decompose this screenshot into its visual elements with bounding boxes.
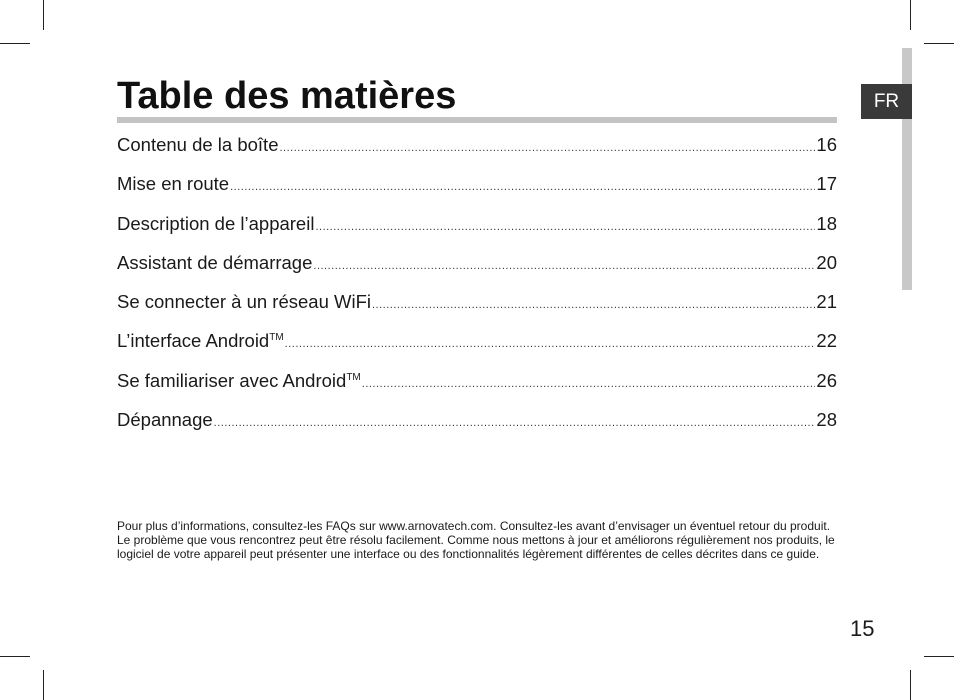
- toc-entry-page: 22: [816, 330, 837, 352]
- toc-entry[interactable]: [117, 130, 837, 169]
- toc-entry[interactable]: [117, 209, 837, 248]
- toc-entry-label: Dépannage: [117, 409, 213, 431]
- toc-entry-page: 18: [816, 212, 837, 234]
- toc-dot-leader: [313, 251, 815, 281]
- toc-dot-leader: [315, 212, 815, 242]
- toc-entry-page: 21: [816, 291, 837, 313]
- crop-mark: [43, 670, 44, 700]
- language-tab: FR: [861, 84, 912, 119]
- crop-mark: [910, 0, 911, 30]
- page-number: 15: [850, 616, 875, 641]
- toc-entry-page: 20: [816, 251, 837, 273]
- toc-dot-leader: [280, 133, 816, 163]
- crop-mark: [0, 656, 30, 657]
- toc-entry-label: Description de l’appareil: [117, 212, 315, 234]
- toc-entry-label: Assistant de démarrage: [117, 251, 313, 273]
- toc-entry-page: 17: [816, 173, 837, 195]
- toc-entry-label: Mise en route: [117, 173, 230, 195]
- toc-entry[interactable]: [117, 326, 837, 365]
- toc-entry[interactable]: [117, 287, 837, 326]
- toc-entry-label: Se familiariser avec Android™: [117, 369, 361, 391]
- crop-mark: [910, 670, 911, 700]
- toc-entry-page: 26: [816, 369, 837, 391]
- toc-entry[interactable]: [117, 405, 837, 444]
- crop-mark: [0, 43, 30, 44]
- toc-dot-leader: [285, 329, 816, 359]
- crop-mark: [924, 43, 954, 44]
- toc-entry-label: L’interface Android™: [117, 330, 284, 352]
- page-title: Table des matières: [117, 75, 457, 117]
- toc-entry[interactable]: [117, 248, 837, 287]
- crop-mark: [43, 0, 44, 30]
- title-underline: [117, 117, 837, 123]
- toc-dot-leader: [372, 290, 815, 320]
- table-of-contents: [117, 130, 837, 444]
- toc-entry[interactable]: [117, 169, 837, 208]
- crop-mark: [924, 656, 954, 657]
- toc-entry-page: 16: [816, 134, 837, 155]
- toc-entry-label: Contenu de la boîte: [117, 134, 279, 155]
- toc-entry-page: 28: [816, 409, 837, 431]
- toc-entry[interactable]: [117, 366, 837, 405]
- toc-dot-leader: [230, 172, 815, 202]
- toc-entry-label: Se connecter à un réseau WiFi: [117, 291, 371, 313]
- toc-dot-leader: [362, 369, 816, 399]
- footnote-text: Pour plus d’informations, consultez-les FAQs sur www.arnovatech.com. Consultez-les avant d’envisager un éventuel retour du produit. Le problème que vous rencontrez peut être résolu facilement. Comme nous mettons à jour et améliorons régulièrement nos produits, le logiciel de votre appareil peut présenter une interface ou des fonctionnalités légèrement différentes de celles décrites dans ce guide.: [117, 519, 835, 562]
- toc-dot-leader: [214, 408, 816, 438]
